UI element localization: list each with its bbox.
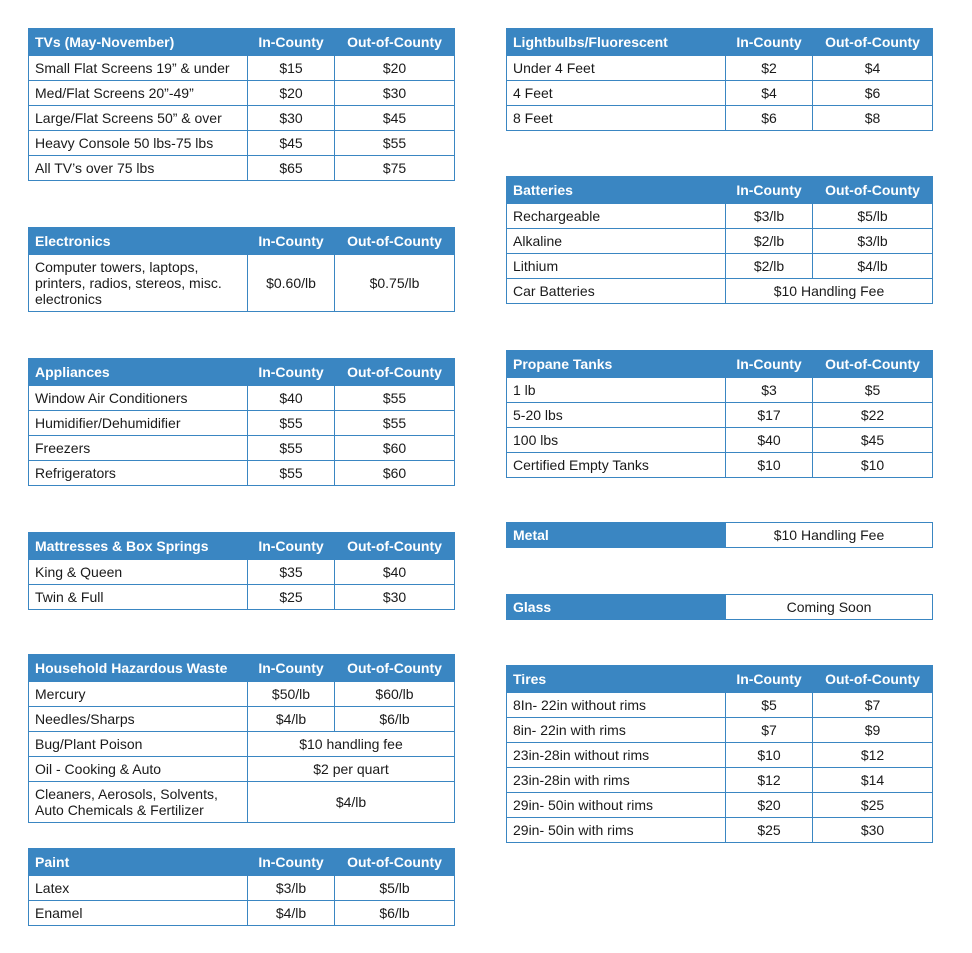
out-of-county-price: $6/lb [335,901,455,926]
section-title: Paint [29,849,248,876]
in-county-price: $3/lb [248,876,335,901]
tires-table [506,665,933,843]
out-of-county-price: $4/lb [813,254,933,279]
in-county-price: $65 [248,156,335,181]
in-county-price: $40 [726,428,813,453]
out-of-county-price: $4 [813,56,933,81]
out-of-county-price: $20 [335,56,455,81]
in-county-price: $2/lb [726,254,813,279]
out-of-county-price: $55 [335,131,455,156]
item-name: Refrigerators [29,461,248,486]
in-county-price: $0.60/lb [248,255,335,312]
table-row [507,229,933,254]
item-name: Lithium [507,254,726,279]
in-county-price: $20 [726,793,813,818]
in-county-header: In-County [726,666,813,693]
table-row [29,901,455,926]
section-title: Tires [507,666,726,693]
item-name: Small Flat Screens 19” & under [29,56,248,81]
table-row [29,386,455,411]
item-name: 29in- 50in with rims [507,818,726,843]
out-of-county-price: $9 [813,718,933,743]
table-row [29,682,455,707]
in-county-price: $12 [726,768,813,793]
item-name: Cleaners, Aerosols, Solvents, Auto Chemicals & Fertilizer [29,782,248,823]
in-county-price: $25 [248,585,335,610]
out-of-county-price: $10 [813,453,933,478]
lightbulbs-table [506,28,933,131]
table-row [507,56,933,81]
item-name: 1 lb [507,378,726,403]
table-row [507,428,933,453]
in-county-price: $10 [726,743,813,768]
merged-price: $10 handling fee [248,732,455,757]
table-row [507,793,933,818]
table-row [29,156,455,181]
out-of-county-price: $55 [335,386,455,411]
header-row [29,359,455,386]
table-row [507,743,933,768]
in-county-price: $15 [248,56,335,81]
section-title: Household Hazardous Waste [29,655,248,682]
header-row [29,849,455,876]
table-row [29,732,455,757]
appliances-table [28,358,455,486]
out-of-county-price: $45 [335,106,455,131]
item-name: 4 Feet [507,81,726,106]
item-name: Twin & Full [29,585,248,610]
item-name: 23in-28in with rims [507,768,726,793]
merged-price: $4/lb [248,782,455,823]
out-of-county-price: $7 [813,693,933,718]
out-of-county-header: Out-of-County [335,849,455,876]
in-county-header: In-County [248,359,335,386]
out-of-county-price: $60/lb [335,682,455,707]
in-county-price: $25 [726,818,813,843]
item-name: Under 4 Feet [507,56,726,81]
table-row [29,707,455,732]
in-county-price: $6 [726,106,813,131]
table-row [29,81,455,106]
in-county-header: In-County [248,29,335,56]
out-of-county-price: $6/lb [335,707,455,732]
in-county-price: $4 [726,81,813,106]
glass-price: Coming Soon [726,595,933,620]
out-of-county-price: $30 [335,585,455,610]
in-county-header: In-County [248,655,335,682]
in-county-price: $30 [248,106,335,131]
in-county-header: In-County [726,177,813,204]
table-row [507,378,933,403]
item-name: 23in-28in without rims [507,743,726,768]
table-row [29,585,455,610]
item-name: Car Batteries [507,279,726,304]
out-of-county-header: Out-of-County [335,359,455,386]
in-county-header: In-County [726,29,813,56]
in-county-price: $3 [726,378,813,403]
in-county-price: $20 [248,81,335,106]
out-of-county-price: $0.75/lb [335,255,455,312]
table-row [507,106,933,131]
in-county-price: $7 [726,718,813,743]
out-of-county-price: $25 [813,793,933,818]
in-county-price: $45 [248,131,335,156]
in-county-price: $55 [248,436,335,461]
item-name: Humidifier/Dehumidifier [29,411,248,436]
header-row [29,533,455,560]
mattresses-table [28,532,455,610]
item-name: 100 lbs [507,428,726,453]
item-name: Med/Flat Screens 20”-49” [29,81,248,106]
header-row [507,29,933,56]
out-of-county-price: $8 [813,106,933,131]
in-county-price: $2 [726,56,813,81]
item-name: 8 Feet [507,106,726,131]
in-county-price: $4/lb [248,707,335,732]
in-county-price: $55 [248,461,335,486]
section-title: Propane Tanks [507,351,726,378]
item-name: Computer towers, laptops, printers, radios, stereos, misc. electronics [29,255,248,312]
header-row [507,666,933,693]
out-of-county-price: $30 [335,81,455,106]
out-of-county-header: Out-of-County [335,533,455,560]
out-of-county-header: Out-of-County [813,29,933,56]
out-of-county-price: $12 [813,743,933,768]
in-county-header: In-County [726,351,813,378]
table-row [29,461,455,486]
paint-table [28,848,455,926]
out-of-county-header: Out-of-County [335,655,455,682]
glass-title: Glass [507,595,726,620]
item-name: Heavy Console 50 lbs-75 lbs [29,131,248,156]
in-county-price: $17 [726,403,813,428]
section-title: Batteries [507,177,726,204]
table-row [507,818,933,843]
out-of-county-price: $30 [813,818,933,843]
item-name: Rechargeable [507,204,726,229]
out-of-county-price: $45 [813,428,933,453]
table-row [507,279,933,304]
tvs-table [28,28,455,181]
table-row [507,204,933,229]
in-county-price: $50/lb [248,682,335,707]
out-of-county-price: $5 [813,378,933,403]
table-row [29,436,455,461]
table-row [29,782,455,823]
in-county-header: In-County [248,849,335,876]
electronics-table [28,227,455,312]
in-county-price: $10 [726,453,813,478]
header-row [507,177,933,204]
section-title: Electronics [29,228,248,255]
metal-table [506,522,933,548]
item-name: Oil - Cooking & Auto [29,757,248,782]
item-name: Alkaline [507,229,726,254]
out-of-county-header: Out-of-County [335,228,455,255]
in-county-price: $2/lb [726,229,813,254]
propane-table [506,350,933,478]
header-row [507,351,933,378]
item-name: Latex [29,876,248,901]
out-of-county-header: Out-of-County [813,177,933,204]
header-row [29,655,455,682]
table-row [29,131,455,156]
header-row [29,29,455,56]
out-of-county-header: Out-of-County [335,29,455,56]
item-name: Freezers [29,436,248,461]
table-row [507,693,933,718]
metal-price: $10 Handling Fee [726,523,933,548]
item-name: 8in- 22in with rims [507,718,726,743]
out-of-county-price: $6 [813,81,933,106]
section-title: Mattresses & Box Springs [29,533,248,560]
out-of-county-price: $60 [335,436,455,461]
item-name: Bug/Plant Poison [29,732,248,757]
item-name: Enamel [29,901,248,926]
in-county-price: $35 [248,560,335,585]
table-row [29,56,455,81]
out-of-county-price: $14 [813,768,933,793]
merged-price: $2 per quart [248,757,455,782]
item-name: All TV’s over 75 lbs [29,156,248,181]
item-name: Certified Empty Tanks [507,453,726,478]
table-row [29,411,455,436]
item-name: 8In- 22in without rims [507,693,726,718]
section-title: Appliances [29,359,248,386]
item-name: King & Queen [29,560,248,585]
in-county-price: $4/lb [248,901,335,926]
glass-table [506,594,933,620]
out-of-county-header: Out-of-County [813,351,933,378]
in-county-price: $55 [248,411,335,436]
table-row [29,757,455,782]
out-of-county-header: Out-of-County [813,666,933,693]
table-row [507,718,933,743]
out-of-county-price: $60 [335,461,455,486]
section-title: TVs (May-November) [29,29,248,56]
table-row [507,453,933,478]
table-row [29,255,455,312]
in-county-header: In-County [248,533,335,560]
in-county-price: $40 [248,386,335,411]
section-title: Lightbulbs/Fluorescent [507,29,726,56]
in-county-price: $3/lb [726,204,813,229]
table-row [29,560,455,585]
table-row [507,81,933,106]
item-name: Mercury [29,682,248,707]
item-name: Needles/Sharps [29,707,248,732]
table-row [507,403,933,428]
table-row [29,106,455,131]
out-of-county-price: $5/lb [813,204,933,229]
merged-price: $10 Handling Fee [726,279,933,304]
out-of-county-price: $40 [335,560,455,585]
item-name: Large/Flat Screens 50” & over [29,106,248,131]
in-county-price: $5 [726,693,813,718]
item-name: Window Air Conditioners [29,386,248,411]
header-row [29,228,455,255]
metal-title: Metal [507,523,726,548]
hhw-table [28,654,455,823]
table-row [29,876,455,901]
in-county-header: In-County [248,228,335,255]
out-of-county-price: $5/lb [335,876,455,901]
item-name: 29in- 50in without rims [507,793,726,818]
item-name: 5-20 lbs [507,403,726,428]
table-row [507,768,933,793]
out-of-county-price: $55 [335,411,455,436]
out-of-county-price: $75 [335,156,455,181]
out-of-county-price: $22 [813,403,933,428]
table-row [507,254,933,279]
batteries-table [506,176,933,304]
out-of-county-price: $3/lb [813,229,933,254]
